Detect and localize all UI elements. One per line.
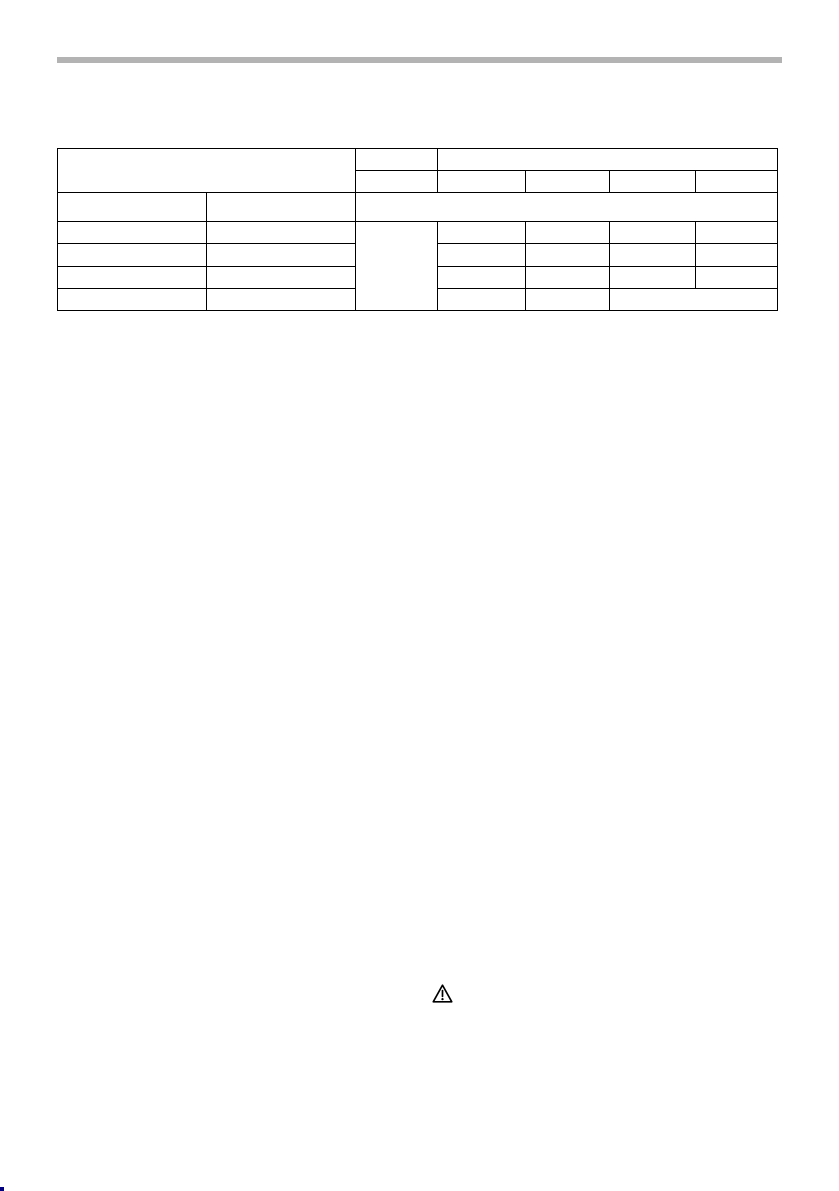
- table-cell: [58, 149, 356, 193]
- table-cell: [58, 222, 207, 244]
- table-cell: [207, 244, 356, 267]
- table-cell: [610, 267, 696, 289]
- table-row: [58, 149, 778, 171]
- table-cell: [696, 267, 778, 289]
- table-cell: [207, 193, 356, 222]
- table-cell: [58, 193, 207, 222]
- table-cell: [696, 244, 778, 267]
- table-body: [58, 149, 778, 311]
- top-rule-divider: [57, 57, 782, 63]
- table-cell: [356, 193, 778, 222]
- table-cell: [526, 171, 610, 193]
- table-cell: [610, 171, 696, 193]
- table-cell: [438, 222, 526, 244]
- table-cell: [207, 289, 356, 311]
- table-cell: [438, 149, 778, 171]
- table-row: [58, 193, 778, 222]
- table-cell: [58, 244, 207, 267]
- table-row: [58, 222, 778, 244]
- table-cell: [438, 171, 526, 193]
- table-cell: [207, 267, 356, 289]
- table-cell: [58, 267, 207, 289]
- table-cell: [438, 289, 526, 311]
- table-cell: [610, 222, 696, 244]
- table-cell: [696, 171, 778, 193]
- table-cell: [526, 267, 610, 289]
- table-cell: [356, 222, 438, 311]
- table-cell: [356, 171, 438, 193]
- table-cell: [610, 244, 696, 267]
- corner-registration-mark: [0, 1187, 4, 1191]
- table-cell: [526, 222, 610, 244]
- warning-triangle-icon: [431, 983, 454, 1004]
- table-cell: [207, 222, 356, 244]
- table-cell: [438, 244, 526, 267]
- table-cell: [696, 222, 778, 244]
- specifications-table: [57, 148, 778, 311]
- table-cell: [526, 289, 610, 311]
- table-cell: [610, 289, 778, 311]
- table-cell: [58, 289, 207, 311]
- table-cell: [438, 267, 526, 289]
- table-cell: [526, 244, 610, 267]
- table-cell: [356, 149, 438, 171]
